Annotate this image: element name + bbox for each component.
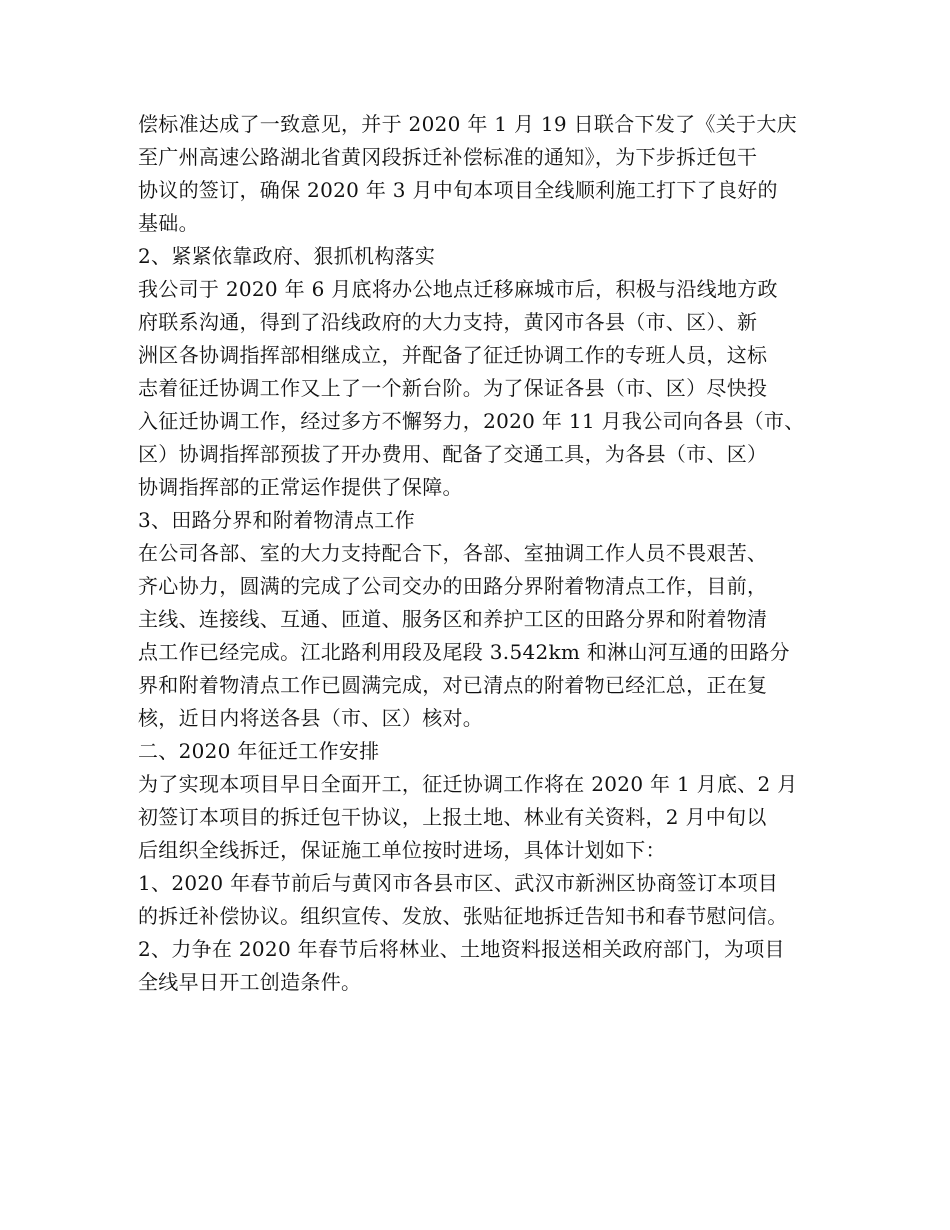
document-body [138, 108, 828, 999]
text-line: 界和附着物清点工作已圆满完成，对已清点的附着物已经汇总，正在复 [138, 673, 768, 697]
text-line: 府联系沟通，得到了沿线政府的大力支持，黄冈市各县（市、区）、新 [138, 310, 758, 334]
text-line: 二、2020 年征迁工作安排 [138, 739, 380, 763]
text-line: 2、力争在 2020 年春节后将林业、土地资料报送相关政府部门，为项目 [138, 937, 785, 961]
text-line: 1、2020 年春节前后与黄冈市各县市区、武汉市新洲区协商签订本项目 [138, 871, 779, 895]
text-line: 为了实现本项目早日全面开工，征迁协调工作将在 2020 年 1 月底、2 月 [138, 772, 798, 796]
text-line: 志着征迁协调工作又上了一个新台阶。为了保证各县（市、区）尽快投 [138, 376, 768, 400]
text-line: 至广州高速公路湖北省黄冈段拆迁补偿标准的通知》，为下步拆迁包干 [138, 145, 758, 169]
text-line: 的拆迁补偿协议。组织宣传、发放、张贴征地拆迁告知书和春节慰问信。 [138, 904, 788, 928]
text-line: 洲区各协调指挥部相继成立，并配备了征迁协调工作的专班人员，这标 [138, 343, 768, 367]
text-line: 主线、连接线、互通、匝道、服务区和养护工区的田路分界和附着物清 [138, 607, 768, 631]
text-line: 我公司于 2020 年 6 月底将办公地点迁移麻城市后，积极与沿线地方政 [138, 277, 778, 301]
text-line: 协调指挥部的正常运作提供了保障。 [138, 475, 463, 499]
text-line: 后组织全线拆迁，保证施工单位按时进场，具体计划如下： [138, 838, 666, 862]
text-line: 入征迁协调工作，经过多方不懈努力，2020 年 11 月我公司向各县（市、 [138, 409, 805, 433]
text-line: 2、紧紧依靠政府、狠抓机构落实 [138, 244, 436, 268]
text-line: 齐心协力，圆满的完成了公司交办的田路分界附着物清点工作，目前， [138, 574, 768, 598]
text-line: 初签订本项目的拆迁包干协议，上报土地、林业有关资料，2 月中旬以 [138, 805, 767, 829]
text-line: 点工作已经完成。江北路利用段及尾段 3.542km 和淋山河互通的田路分 [138, 640, 790, 664]
text-line: 基础。 [138, 211, 199, 235]
text-line: 在公司各部、室的大力支持配合下，各部、室抽调工作人员不畏艰苦、 [138, 541, 768, 565]
text-line: 区）协调指挥部预拔了开办费用、配备了交通工具，为各县（市、区） [138, 442, 768, 466]
text-line: 核，近日内将送各县（市、区）核对。 [138, 706, 484, 730]
text-line: 偿标准达成了一致意见，并于 2020 年 1 月 19 日联合下发了《关于大庆 [138, 112, 797, 136]
text-line: 全线早日开工创造条件。 [138, 970, 362, 994]
text-line: 3、田路分界和附着物清点工作 [138, 508, 415, 532]
text-line: 协议的签订，确保 2020 年 3 月中旬本项目全线顺利施工打下了良好的 [138, 178, 778, 202]
